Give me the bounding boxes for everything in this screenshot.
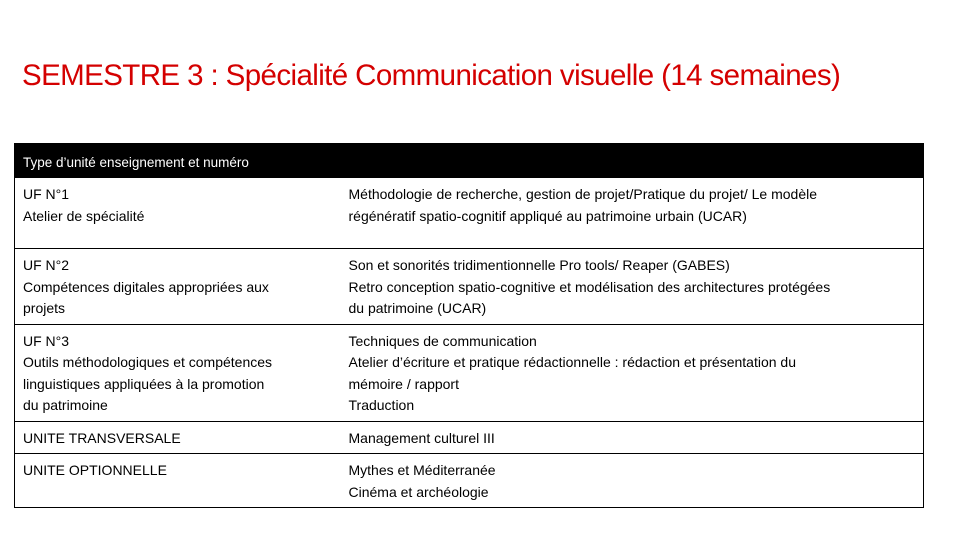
- content-line: Techniques de communication: [348, 332, 537, 349]
- table-row: [15, 421, 924, 454]
- unit-line: Atelier de spécialité: [23, 207, 145, 224]
- header-unit-type: Type d’unité enseignement et numéro: [15, 144, 329, 178]
- unit-line: UF N°1: [23, 186, 70, 202]
- content-line: mémoire / rapport: [348, 375, 459, 392]
- slide-title: SEMESTRE 3 : Spécialité Communication visuelle (14 semaines): [22, 59, 841, 92]
- unit-cell: [15, 178, 329, 249]
- unit-line: UF N°2: [23, 257, 70, 273]
- unit-cell: [15, 421, 329, 454]
- content-cell: [329, 421, 924, 454]
- table-row: [15, 249, 924, 325]
- curriculum-table: [14, 143, 924, 508]
- content-line: Management culturel III: [348, 429, 495, 446]
- unit-line: UF N°3: [23, 332, 70, 349]
- content-cell: [329, 454, 924, 508]
- unit-cell: [15, 454, 329, 508]
- unit-line: projets: [23, 300, 66, 316]
- content-line: Traduction: [348, 397, 415, 413]
- table-header-row: [15, 144, 924, 178]
- unit-line: linguistiques appliquées à la promotion: [23, 375, 265, 392]
- unit-line: du patrimoine: [23, 397, 108, 413]
- content-line: Cinéma et archéologie: [348, 483, 489, 500]
- table-row: [15, 178, 924, 249]
- content-cell: [329, 249, 924, 325]
- content-line: régénératif spatio-cognitif appliqué au patrimoine urbain (UCAR): [348, 207, 747, 224]
- content-line: du patrimoine (UCAR): [348, 300, 487, 316]
- unit-line: Compétences digitales appropriées aux: [23, 278, 269, 295]
- content-line: Mythes et Méditerranée: [348, 462, 496, 478]
- unit-cell: [15, 249, 329, 325]
- header-content: [329, 144, 924, 178]
- content-line: Retro conception spatio-cognitive et modélisation des architectures protégées: [348, 278, 831, 295]
- content-cell: [329, 324, 924, 421]
- content-line: Méthodologie de recherche, gestion de projet/Pratique du projet/ Le modèle: [348, 186, 818, 202]
- table-row: [15, 324, 924, 421]
- table-row: [15, 454, 924, 508]
- unit-line: UNITE TRANSVERSALE: [23, 429, 181, 446]
- unit-line: UNITE OPTIONNELLE: [23, 462, 167, 478]
- unit-cell: [15, 324, 329, 421]
- content-cell: [329, 178, 924, 249]
- unit-line: Outils méthodologiques et compétences: [23, 354, 273, 370]
- content-line: Atelier d’écriture et pratique rédactionnelle : rédaction et présentation du: [348, 354, 796, 370]
- content-line: Son et sonorités tridimentionnelle Pro tools/ Reaper (GABES): [348, 257, 730, 273]
